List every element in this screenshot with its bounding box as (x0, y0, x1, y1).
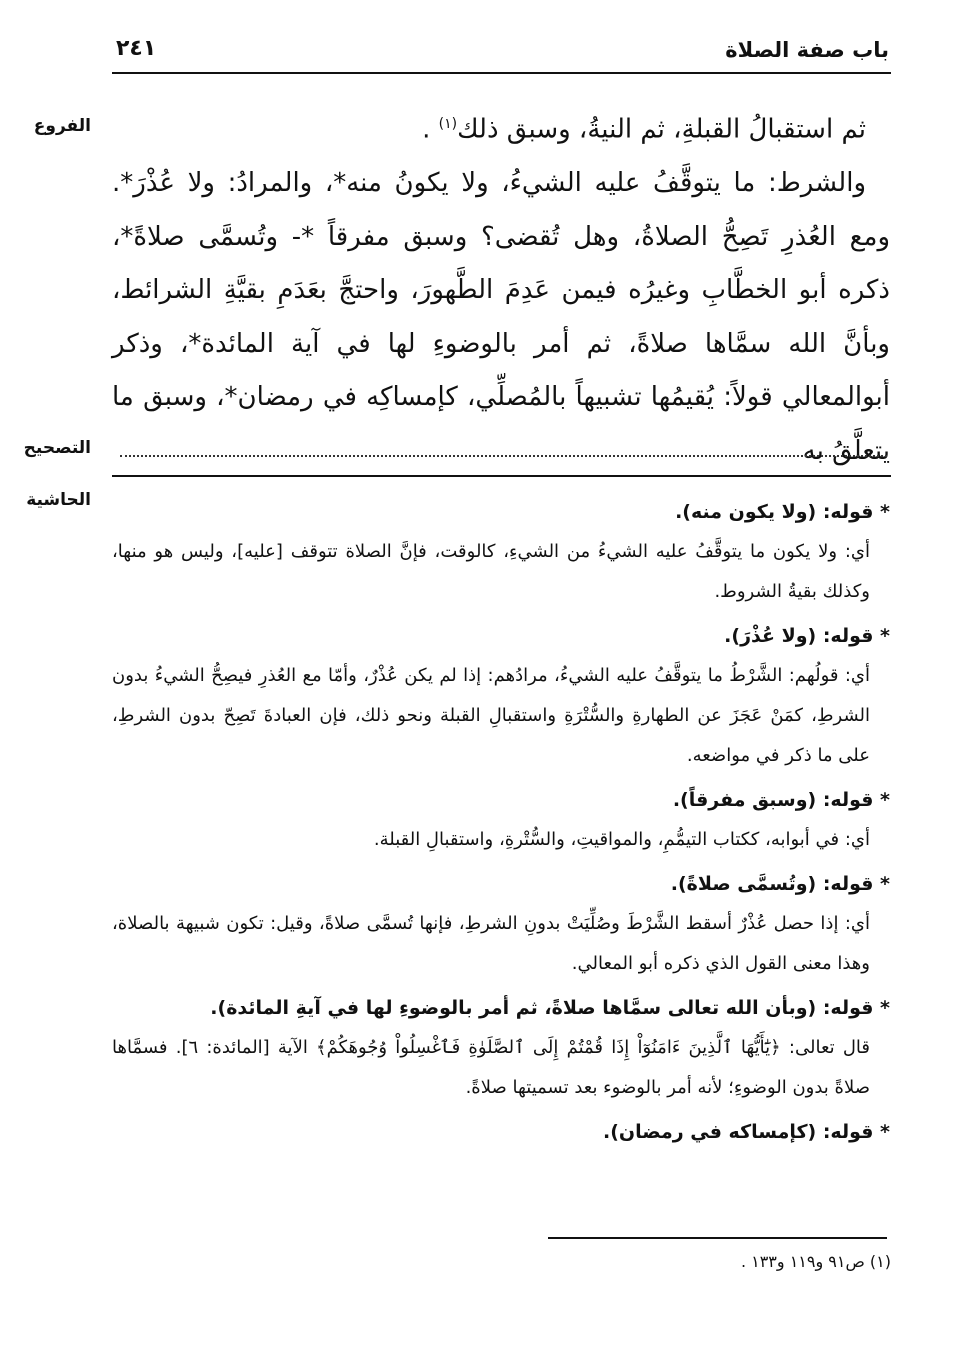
note-2-explanation: أي: قولُهم: الشَّرْطُ ما يتوقَّفُ عليه الشيءُ، مرادُهم: إذا لم يكن عُذْرٌ، وأمّا مع العُذرِ فيصِحُّ الشيءُ بدون الشرطِ، كمَنْ عَجَزَ عن الطهارةِ والسُّتْرَةِ واستقبالِ القبلة ونحو ذلك، فإن العبادةَ تَصِحّ بدون الشرطِ، على ما ذكر في مواضعه. (112, 665, 870, 766)
section-rule (112, 475, 891, 477)
note-5-quote: * قوله: (وبأن الله تعالى سمَّاها صلاةً، ثم أمر بالوضوءِ لها في آيةِ المائدة). (210, 997, 890, 1019)
paragraph-1-text: ثم استقبالُ القبلةِ، ثم النيةُ، وسبق ذلك (457, 114, 866, 145)
tashih-dotted-line (120, 455, 887, 457)
main-text (112, 98, 890, 478)
header-rule (112, 72, 891, 74)
note-4-explanation: أي: إذا حصل عُذْرٌ أسقط الشَّرْطَ وصُلِّيَتْ بدونِ الشرطِ، فإنها تُسمَّى صلاةً، وقيل: تكون شبيهة بالصلاة، وهذا معنى القول الذي ذكره أبو المعالي. (112, 913, 870, 974)
note-1-quote: * قوله: (ولا يكون منه). (675, 501, 890, 523)
main-paragraph-1 (112, 98, 890, 157)
label-furu: الفروع (33, 116, 91, 136)
note-3-quote: * قوله: (وسبق مفرقاً). (672, 789, 890, 811)
label-hashiya: الحاشية (26, 490, 91, 510)
footnote-reference[interactable]: (١) (438, 116, 458, 132)
chapter-title: باب صفة الصلاة (725, 38, 889, 62)
note-4-quote: * قوله: (وتُسمَّى صلاةً). (670, 873, 890, 895)
main-paragraph-2: والشرط: ما يتوقَّفُ عليه الشيءُ، ولا يكونُ منه*، والمرادُ: ولا عُذْرَ*. ومع العُذرِ تَصِحُّ الصلاةُ، وهل تُقضى؟ وسبق مفرقاً *- وتُسمَّى صلاةً*، ذكره أبو الخطَّابِ وغيرُه فيمن عَدِمَ الطَّهورَ، واحتجَّ بعَدَمِ بقيَّةِ الشرائط، وبأنَّ الله سمَّاها صلاةً، ثم أمر بالوضوءِ لها في آية المائدة*، وذكر أبوالمعالي قولاً: يُقيمُها تشبيهاً بالمُصلِّي، كإمساكِه في رمضان*، وسبق ما يتعلَّقُ به (112, 168, 890, 466)
hashiya-notes (112, 492, 890, 1152)
note-1-explanation: أي: ولا يكون ما يتوقَّفُ عليه الشيءُ من الشيءِ، كالوقت، فإنَّ الصلاة تتوقف [عليه]، وليس هو منها، وكذلك بقيةُ الشروط. (112, 541, 870, 602)
label-tashih: التصحيح (23, 438, 91, 458)
page-number: ٢٤١ (116, 36, 157, 61)
footnote-rule (548, 1237, 887, 1239)
note-6-quote: * قوله: (كإمساكه في رمضان). (602, 1121, 890, 1143)
note-2-quote: * قوله: (ولا عُذْرَ). (724, 625, 890, 647)
note-5-explanation: قال تعالى: ﴿يَٰٓأَيُّهَا ٱلَّذِينَ ءَامَنُوٓاْ إِذَا قُمْتُمْ إِلَى ٱلصَّلَوٰةِ فَٱغْسِلُواْ وُجُوهَكُمْ﴾ الآية [المائدة: ٦]. فسمَّاها صلاةً بدون الوضوءِ؛ لأنه أمر بالوضوء بعد تسميتها صلاةً. (112, 1037, 870, 1098)
note-3-explanation: أي: في أبوابه، ككتاب التيمُّمِ، والمواقيتِ، والسُّتْرةِ، واستقبالِ القبلة. (373, 829, 870, 850)
footnote: (١) ص٩١ و١١٩ و١٣٣ . (740, 1252, 891, 1271)
paragraph-1-end: . (422, 114, 439, 145)
